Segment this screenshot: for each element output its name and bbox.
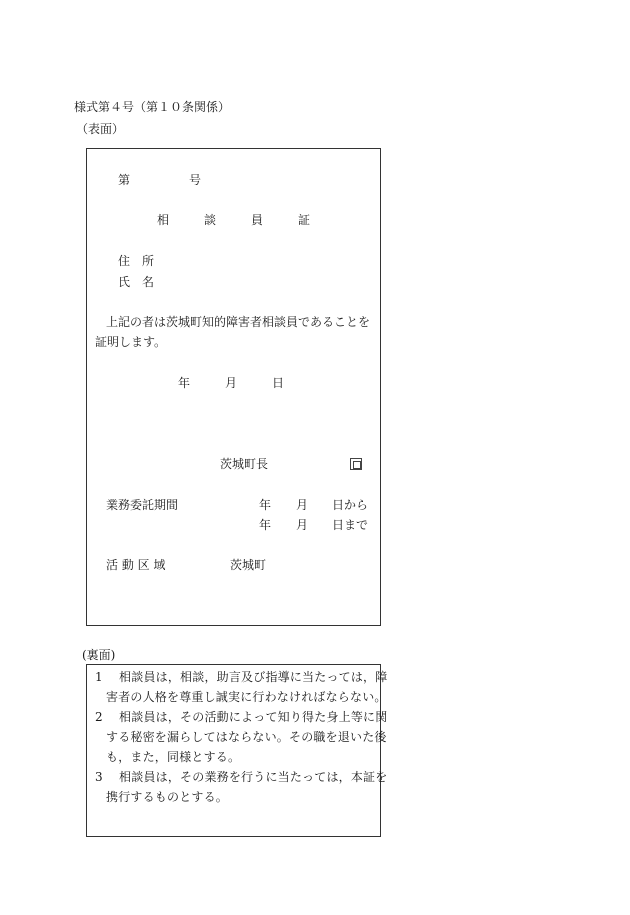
area-label: 活 動 区 域 [106,558,166,572]
area-value: 茨城町 [230,558,267,572]
card-title-char-2: 談 [204,213,217,227]
certify-line-1: 上記の者は茨城町知的障害者相談員であることを [106,315,371,329]
period-label: 業務委託期間 [106,498,179,512]
certify-line-2: 証明します。 [95,335,167,349]
card-title-char-1: 相 [157,213,170,227]
back-line-3: 2 相談員は，その活動によって知り得た身上等に関 [95,710,388,724]
period-to-day: 日まで [332,518,369,532]
period-to-month: 月 [296,518,309,532]
period-from-year: 年 [259,498,272,512]
back-line-5: も，また，同様とする。 [106,750,241,764]
date-year: 年 [178,376,191,390]
back-line-4: する秘密を漏らしてはならない。その職を退いた後 [106,730,387,744]
seal-mark [350,458,362,470]
period-to-year: 年 [259,518,272,532]
back-line-1: 1 相談員は，相談，助言及び指導に当たっては，障 [95,670,388,684]
back-side-label: (裏面) [82,648,116,662]
period-from-month: 月 [296,498,309,512]
back-line-7: 携行するものとする。 [106,790,229,804]
back-line-2: 害者の人格を尊重し誠実に行わなければならない。 [106,690,387,704]
form-title: 様式第４号（第１０条関係） [74,100,231,114]
date-month: 月 [225,376,238,390]
back-line-6: 3 相談員は，その業務を行うに当たっては，本証を [95,770,388,784]
go-label: 号 [189,173,202,187]
address-label: 住 所 [118,254,155,268]
issuer: 茨城町長 [220,457,269,471]
seal-inner-square [353,461,361,469]
date-day: 日 [272,376,285,390]
card-title-char-4: 証 [298,213,311,227]
name-label: 氏 名 [118,275,155,289]
period-from-day: 日から [332,498,369,512]
number-label: 第 [118,173,131,187]
card-title-char-3: 員 [251,213,264,227]
front-side-label: （表面） [76,122,125,136]
